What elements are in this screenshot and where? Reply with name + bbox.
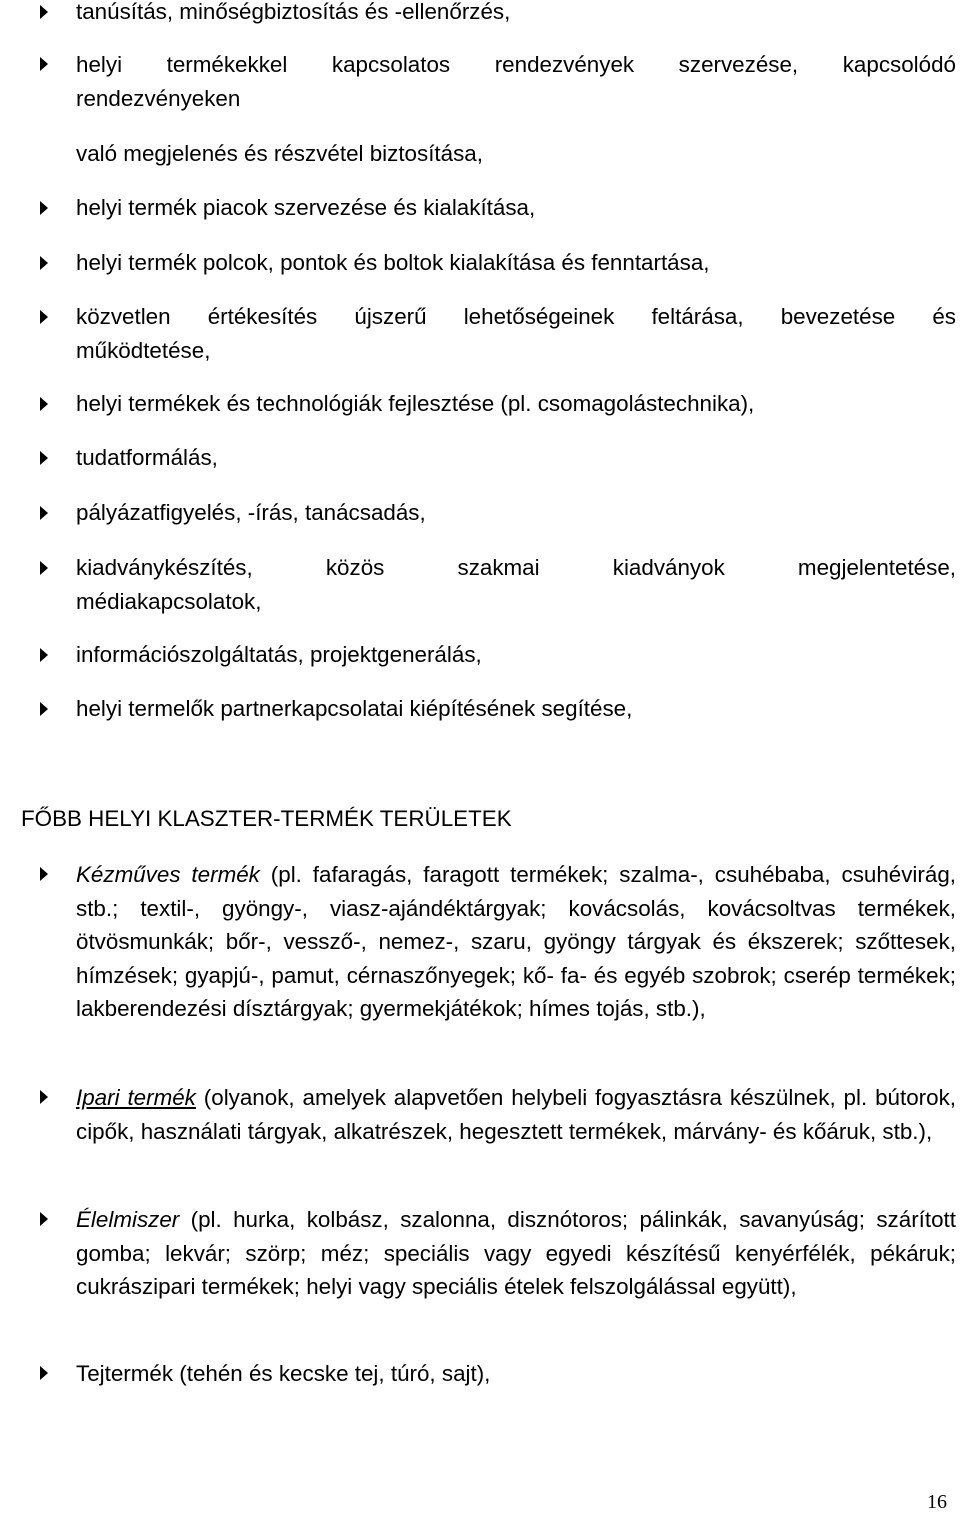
- list-item-text: médiakapcsolatok,: [76, 589, 262, 614]
- triangle-bullet-icon: [40, 561, 48, 575]
- area-description: (pl. hurka, kolbász, szalonna, disznótoros; pálinkák, savanyúság; szárított gomba; lekvár; szörp; méz; speciális vagy egyedi készítésű kenyérfélék, pékáruk; cukrászipari termékek; helyi vagy speciális ételek felszolgálással együtt),: [76, 1207, 956, 1300]
- triangle-bullet-icon: [40, 5, 48, 19]
- list-item-text: helyi termékekkel kapcsolatos rendezvények szervezése, kapcsolódó: [76, 52, 956, 77]
- area-text: [76, 1203, 956, 1304]
- area-text: [76, 1081, 956, 1148]
- triangle-bullet-icon: [40, 1212, 48, 1226]
- area-title: Ipari termék: [76, 1085, 196, 1110]
- triangle-bullet-icon: [40, 1090, 48, 1104]
- list-item-text: tudatformálás,: [76, 445, 218, 470]
- area-description: Tejtermék (tehén és kecske tej, túró, sajt),: [76, 1361, 491, 1386]
- area-text: [76, 1357, 956, 1391]
- triangle-bullet-icon: [40, 451, 48, 465]
- list-item-text: pályázatfigyelés, -írás, tanácsadás,: [76, 500, 426, 525]
- area-description: (olyanok, amelyek alapvetően helybeli fogyasztásra készülnek, pl. bútorok, cipők, használati tárgyak, alkatrészek, hegesztett termékek, márvány- és kőáruk, stb.),: [76, 1085, 957, 1144]
- section-heading: FŐBB HELYI KLASZTER-TERMÉK TERÜLETEK: [21, 806, 512, 831]
- triangle-bullet-icon: [40, 702, 48, 716]
- area-title: Kézműves termék: [76, 862, 260, 887]
- list-item-text: működtetése,: [76, 338, 211, 363]
- triangle-bullet-icon: [40, 1366, 48, 1380]
- list-item-text: információszolgáltatás, projektgenerálás,: [76, 642, 482, 667]
- triangle-bullet-icon: [40, 256, 48, 270]
- list-item-text: helyi termelők partnerkapcsolatai kiépítésének segítése,: [76, 696, 633, 721]
- triangle-bullet-icon: [40, 867, 48, 881]
- list-item-text: helyi termék piacok szervezése és kialakítása,: [76, 195, 536, 220]
- list-item-text: helyi termékek és technológiák fejlesztése (pl. csomagolástechnika),: [76, 391, 755, 416]
- triangle-bullet-icon: [40, 506, 48, 520]
- list-item-text: helyi termék polcok, pontok és boltok kialakítása és fenntartása,: [76, 250, 710, 275]
- area-text: [76, 858, 956, 1026]
- triangle-bullet-icon: [40, 201, 48, 215]
- list-item-text: kiadványkészítés, közös szakmai kiadványok megjelentetése,: [76, 555, 956, 580]
- triangle-bullet-icon: [40, 648, 48, 662]
- list-item-text: rendezvényeken: [76, 86, 241, 111]
- list-item-text: tanúsítás, minőségbiztosítás és -ellenőrzés,: [76, 0, 511, 24]
- list-item-text: közvetlen értékesítés újszerű lehetőségeinek feltárása, bevezetése és: [76, 304, 956, 329]
- area-title: Élelmiszer: [76, 1207, 180, 1232]
- page-number: 16: [927, 1491, 947, 1513]
- triangle-bullet-icon: [40, 397, 48, 411]
- triangle-bullet-icon: [40, 310, 48, 324]
- area-description: (pl. fafaragás, faragott termékek; szalma-, csuhébaba, csuhévirág, stb.; textil-, gyöngy-, viasz-ajándéktárgyak; kovácsolás, kovácsoltvas termékek, ötvösmunkák; bőr-, vessző-, nemez-, szaru, gyöngy tárgyak és ékszerek; szőttesek, hímzések; gyapjú-, pamut, cérnaszőnyegek; kő- fa- és egyéb szobrok; cserép termékek; lakberendezési dísztárgyak; gyermekjátékok; hímes tojás, stb.),: [76, 862, 956, 1022]
- triangle-bullet-icon: [40, 57, 48, 71]
- list-item-text: való megjelenés és részvétel biztosítása,: [76, 141, 483, 166]
